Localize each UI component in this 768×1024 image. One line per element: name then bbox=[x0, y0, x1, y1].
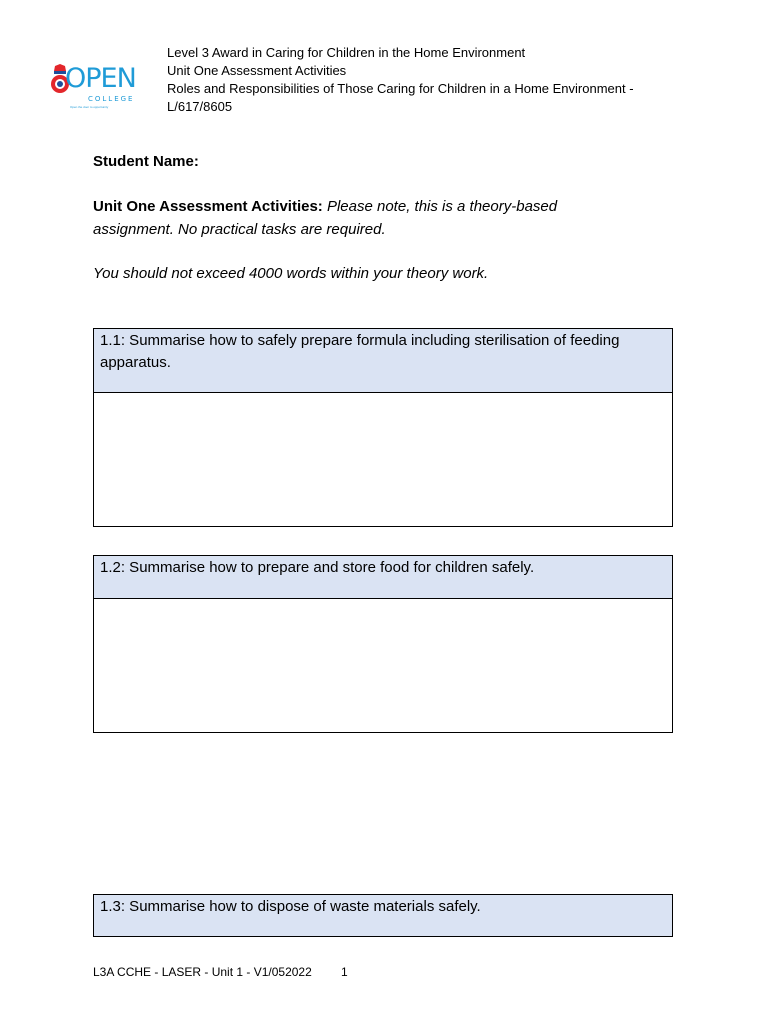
header-unit-code: L/617/8605 bbox=[167, 99, 233, 114]
assessment-label: Unit One Assessment Activities: bbox=[93, 198, 323, 215]
logo-wordmark: OPEN bbox=[65, 63, 136, 94]
document-header bbox=[167, 44, 687, 116]
logo-subtitle: COLLEGE bbox=[88, 95, 135, 103]
open-college-logo bbox=[48, 63, 136, 114]
student-name-label: Student Name: bbox=[93, 153, 199, 170]
question-box-1-2 bbox=[93, 555, 673, 733]
answer-area[interactable] bbox=[94, 393, 672, 526]
header-unit-description: Roles and Responsibilities of Those Caring for Children in a Home Environment - bbox=[167, 81, 634, 96]
footer-document-code: L3A CCHE - LASER - Unit 1 - V1/052022 bbox=[93, 965, 312, 979]
header-unit-title: Unit One Assessment Activities bbox=[167, 63, 347, 78]
question-prompt: 1.3: Summarise how to dispose of waste materials safely. bbox=[94, 895, 672, 936]
question-box-1-3 bbox=[93, 894, 673, 937]
question-prompt: 1.2: Summarise how to prepare and store food for children safely. bbox=[94, 556, 672, 599]
question-box-1-1 bbox=[93, 328, 673, 527]
word-limit-note: You should not exceed 4000 words within your theory work. bbox=[93, 265, 489, 282]
assessment-note-text: Please note, this is a theory-based assignment. No practical tasks are required. bbox=[93, 198, 558, 238]
answer-area[interactable] bbox=[94, 599, 672, 732]
footer-page-number: 1 bbox=[341, 965, 348, 979]
logo-tagline: Open the door to opportunity bbox=[70, 105, 109, 109]
question-prompt: 1.1: Summarise how to safely prepare formula including sterilisation of feeding apparatus. bbox=[94, 329, 672, 393]
header-course-title: Level 3 Award in Caring for Children in the Home Environment bbox=[167, 45, 526, 60]
assessment-note bbox=[93, 196, 613, 241]
